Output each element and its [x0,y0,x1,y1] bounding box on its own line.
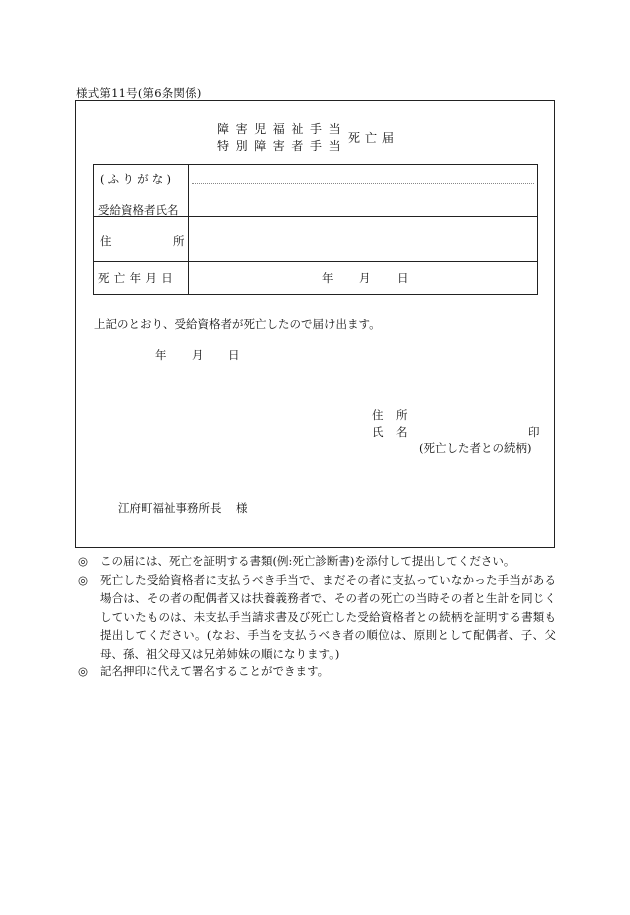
death-month-label: 月 [359,271,371,285]
death-day-label: 日 [397,271,409,285]
seal-mark: 印 [528,425,540,439]
address-label: 所 [173,234,185,248]
title-suffix: 死亡届 [348,131,400,145]
furigana-label: (ふりがな) [100,172,175,186]
furigana-dotted-line [192,183,534,184]
note-text: 記名押印に代えて署名することができます。 [100,664,330,678]
note-text: 死亡した受給資格者に支払うべき手当で、まだその者に支払っていなかった手当がある場合は、その者の配偶者又は扶養義務者で、その者の死亡の当時その者と生計を同じくしていたものは、未支払手当請求書及び死亡した受給資格者との続柄を証明する書類も提出してください。(なお、手当を支払うべき者の順位は、原則として配偶者、子、父母、孫、祖父母又は兄弟姉妹の順になります。) [100,573,556,661]
recipient-office: 江府町福祉事務所長 [118,501,222,515]
double-circle-icon: ◎ [78,573,89,587]
death-year-label: 年 [322,271,334,285]
note-item [78,552,556,570]
applicant-address-label: 住 [372,408,384,422]
title-line-1: 障害児福祉手当 [217,122,348,136]
filing-year-label: 年 [155,348,167,362]
double-circle-icon: ◎ [78,664,89,678]
note-item [78,571,556,663]
applicant-name-label: 氏 [372,425,384,439]
filing-month-label: 月 [192,348,204,362]
recipient-honorific: 様 [236,501,248,515]
applicant-address-label: 所 [396,408,408,422]
applicant-name-label: 名 [396,425,408,439]
table-divider [93,261,538,262]
table-column-divider [188,164,189,295]
title-line-2: 特別障害者手当 [217,139,348,153]
name-label: 受給資格者氏名 [98,203,179,217]
filing-day-label: 日 [228,348,240,362]
address-label: 住 [100,234,112,248]
relationship-label: (死亡した者との続柄) [419,441,532,455]
note-text: この届には、死亡を証明する書類(例:死亡診断書)を添付して提出してください。 [100,554,516,568]
note-item [78,662,556,680]
death-date-label: 死亡年月日 [98,271,177,285]
statement-text: 上記のとおり、受給資格者が死亡したので届け出ます。 [94,317,381,331]
form-number: 様式第11号(第6条関係) [76,86,202,100]
double-circle-icon: ◎ [78,554,89,568]
